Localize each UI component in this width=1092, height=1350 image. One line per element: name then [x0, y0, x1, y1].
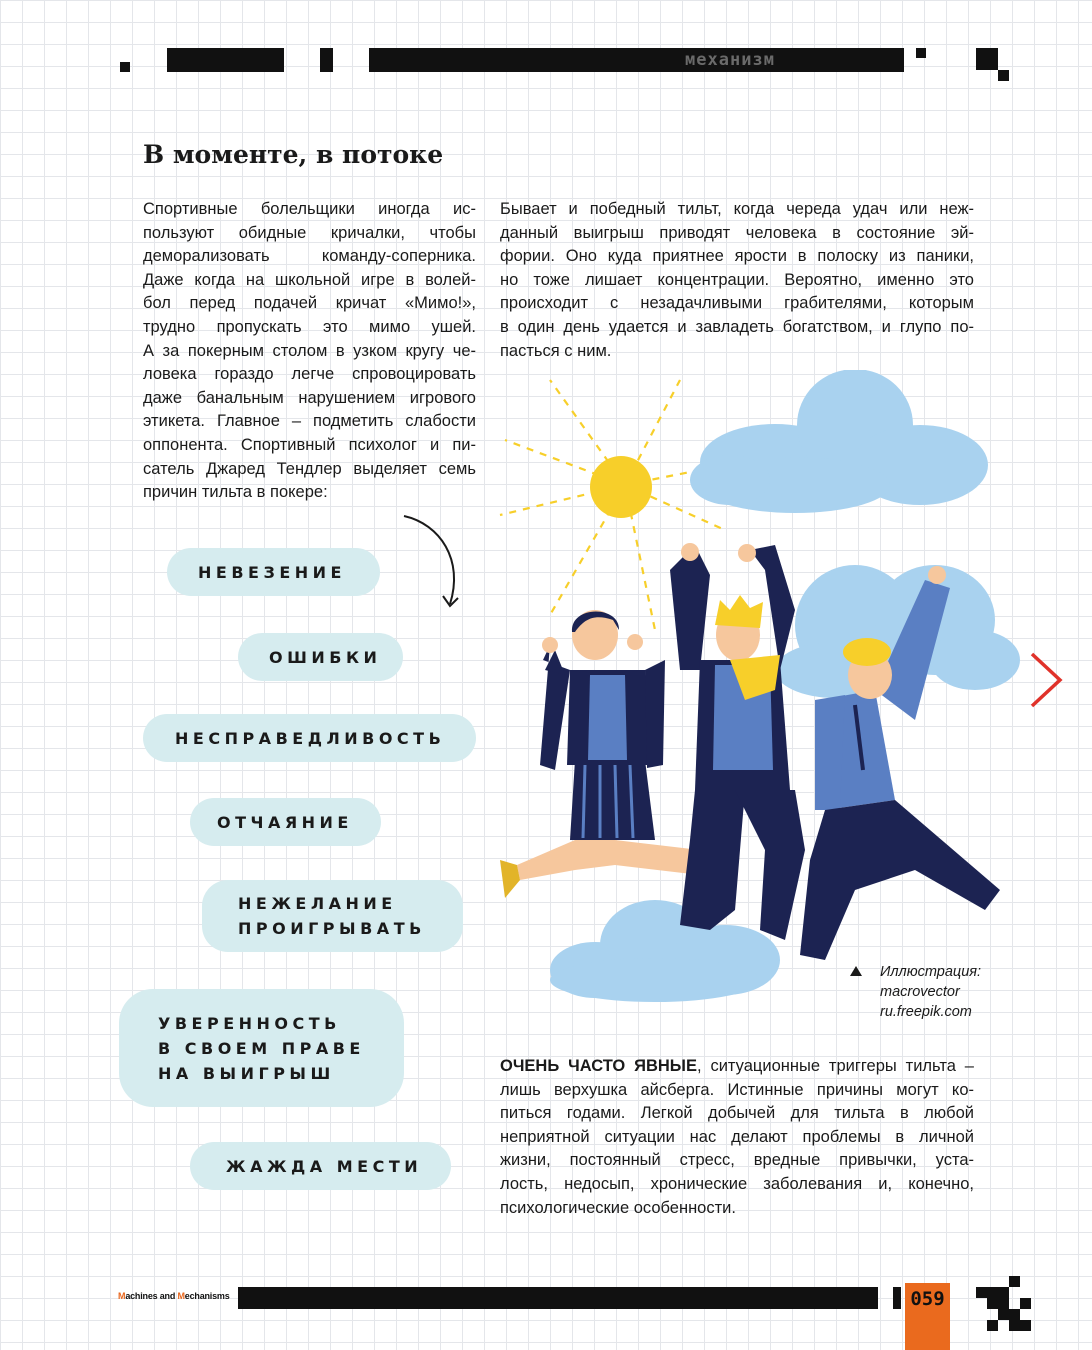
reason-label: ОШИБКИ [269, 647, 382, 667]
text-line: в один день удается и завладеть богатством, и глупо по- [500, 317, 974, 336]
section-label: механизм [685, 50, 775, 70]
reason-label: НЕВЕЗЕНИЕ [198, 562, 346, 582]
reason-label: НЕСПРАВЕДЛИВОСТЬ [175, 728, 446, 748]
reason-label: НЕЖЕЛАНИЕ [238, 894, 397, 913]
text-line: сатель Джаред Тендлер выделяет семь [143, 459, 476, 478]
reason-pill-despair [190, 798, 381, 846]
text-line: психологические особенности. [500, 1198, 736, 1217]
caption-line: ru.freepik.com [880, 1004, 972, 1020]
text-line: причин тильта в покере: [143, 483, 328, 502]
text-line: ловека гораздо легче спровоцировать [143, 365, 476, 384]
text-line: даже банальным нарушением игрового [143, 388, 476, 407]
footer-bar-segment [893, 1287, 901, 1309]
right-column-text [500, 198, 974, 363]
jumping-people-illustration [495, 370, 1025, 1010]
left-column-text [143, 198, 476, 505]
text-line: жизни, постоянный стресс, вредные привычки, уста- [500, 1151, 974, 1170]
text-line: лость, недосып, хронические заболевания и, конечно, [500, 1174, 974, 1193]
footer-bar [238, 1287, 878, 1309]
reason-label: УВЕРЕННОСТЬ [158, 1013, 341, 1033]
magazine-name: Machines and Mechanisms [118, 1291, 230, 1301]
text-line: питься годами. Легкой добычей для тильта в любой [500, 1104, 974, 1123]
curved-arrow-icon [400, 510, 470, 615]
text-line: происходит с незадачливыми грабителями, которым [500, 294, 974, 313]
text-line: пользуют обидные кричалки, чтобы [143, 223, 476, 242]
text-line: этикета. Главное – подметить слабости [143, 412, 476, 431]
page-number: 059 [905, 1283, 950, 1350]
sun [590, 456, 652, 518]
reason-pill-unwillingness-to-lose [202, 880, 463, 952]
caption-line: Иллюстрация: [880, 964, 982, 980]
reason-pill-bad-luck [167, 548, 380, 596]
bottom-paragraph [500, 1055, 974, 1220]
lead-in: ОЧЕНЬ ЧАСТО ЯВНЫЕ [500, 1057, 697, 1075]
text-line: ОЧЕНЬ ЧАСТО ЯВНЫЕ, ситуационные триггеры тильта – [500, 1057, 974, 1075]
reason-pill-mistakes [238, 633, 403, 681]
text-line: трудно пропускать это мимо ушей. [143, 317, 476, 336]
reason-pill-injustice [143, 714, 476, 762]
reason-label: ОТЧАЯНИЕ [217, 812, 353, 832]
illustration-caption [880, 962, 981, 1022]
caption-triangle-icon [850, 966, 862, 976]
cloud [690, 370, 988, 513]
text-line: Бывает и победный тильт, когда череда удач или неж- [500, 200, 974, 218]
text-line: Даже когда на школьной игре в волей- [143, 270, 476, 289]
text-line: фории. Оно куда приятнее ярости в полоску из паники, [500, 247, 974, 266]
text-line: А за покерным столом в узком кругу че- [143, 341, 476, 360]
text-line: бол перед подачей кричат «Мимо!», [143, 294, 476, 313]
article-title: В моменте, в потоке [143, 140, 444, 169]
text-line: лишь верхушка айсберга. Истинные причины могут ко- [500, 1080, 974, 1099]
text-line: пасться с ним. [500, 341, 612, 360]
reason-pill-revenge [190, 1142, 451, 1190]
next-page-chevron-icon[interactable] [1026, 650, 1066, 710]
text-line: Спортивные болельщики иногда ис- [143, 200, 476, 218]
text-line: но тоже лишает концентрации. Вероятно, именно это [500, 270, 974, 289]
boy-figure [670, 543, 805, 940]
text-line: деморализовать команду-соперника. [143, 247, 476, 266]
reason-label: ПРОИГРЫВАТЬ [238, 919, 426, 938]
text-line: данный выигрыш приводят человека в состояние эй- [500, 223, 974, 242]
reason-pill-entitlement-to-win [119, 989, 404, 1107]
reason-label: В СВОЕМ ПРАВЕ [158, 1038, 365, 1058]
reason-label: ЖАЖДА МЕСТИ [226, 1156, 423, 1176]
caption-line: macrovector [880, 984, 960, 1000]
text-line: оппонента. Спортивный психолог и пи- [143, 435, 476, 454]
reason-label: НА ВЫИГРЫШ [158, 1063, 335, 1083]
cloud [550, 900, 780, 1002]
text-line: неприятной ситуации нас делают проблемы в личной [500, 1127, 974, 1146]
